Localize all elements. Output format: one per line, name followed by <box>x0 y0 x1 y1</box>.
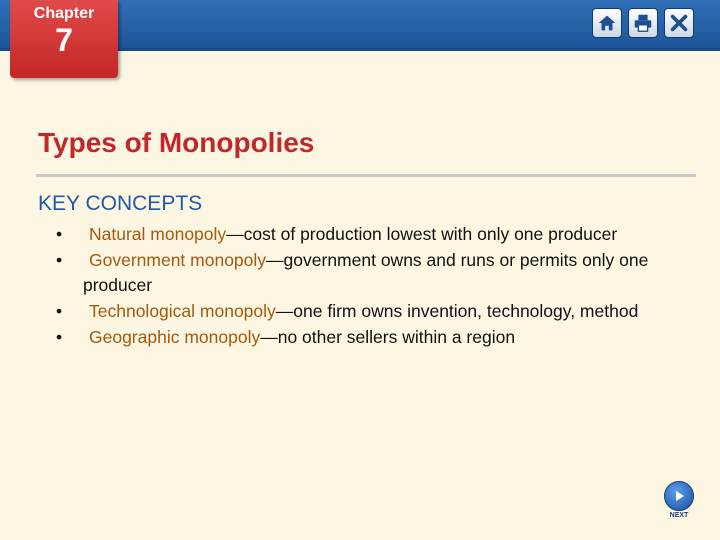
chapter-number: 7 <box>55 22 73 58</box>
close-icon <box>668 12 690 34</box>
concept-text: —no other sellers within a region <box>260 327 516 347</box>
concept-term: Government monopoly <box>89 250 267 270</box>
play-arrow-icon <box>672 489 686 503</box>
concept-text: —cost of production lowest with only one producer <box>226 224 618 244</box>
close-button[interactable] <box>664 8 694 38</box>
chapter-label: Chapter <box>33 5 95 22</box>
concept-term: Technological monopoly <box>89 301 276 321</box>
bullet-glyph: • <box>56 250 63 270</box>
chapter-tab <box>10 0 118 78</box>
concept-text: —government owns and runs or permits only one producer <box>83 250 649 295</box>
title-divider <box>36 174 696 177</box>
nav-icons <box>592 8 694 38</box>
list-item <box>56 248 706 298</box>
list-item <box>56 325 706 350</box>
home-button[interactable] <box>592 8 622 38</box>
concept-term: Natural monopoly <box>89 224 227 244</box>
print-icon <box>632 12 654 34</box>
bullet-glyph: • <box>56 327 63 347</box>
list-item <box>56 299 706 324</box>
next-label: NEXT <box>669 512 689 519</box>
page-title: Types of Monopolies <box>38 127 315 158</box>
home-icon <box>596 12 618 34</box>
print-button[interactable] <box>628 8 658 38</box>
key-concepts-heading: KEY CONCEPTS <box>38 192 203 215</box>
bullet-glyph: • <box>56 301 63 321</box>
next-button[interactable] <box>664 481 694 521</box>
bullet-glyph: • <box>56 224 63 244</box>
concept-text: —one firm owns invention, technology, method <box>275 301 639 321</box>
list-item <box>56 222 706 247</box>
concept-term: Geographic monopoly <box>89 327 261 347</box>
concept-list <box>56 222 706 351</box>
next-circle <box>664 481 694 511</box>
